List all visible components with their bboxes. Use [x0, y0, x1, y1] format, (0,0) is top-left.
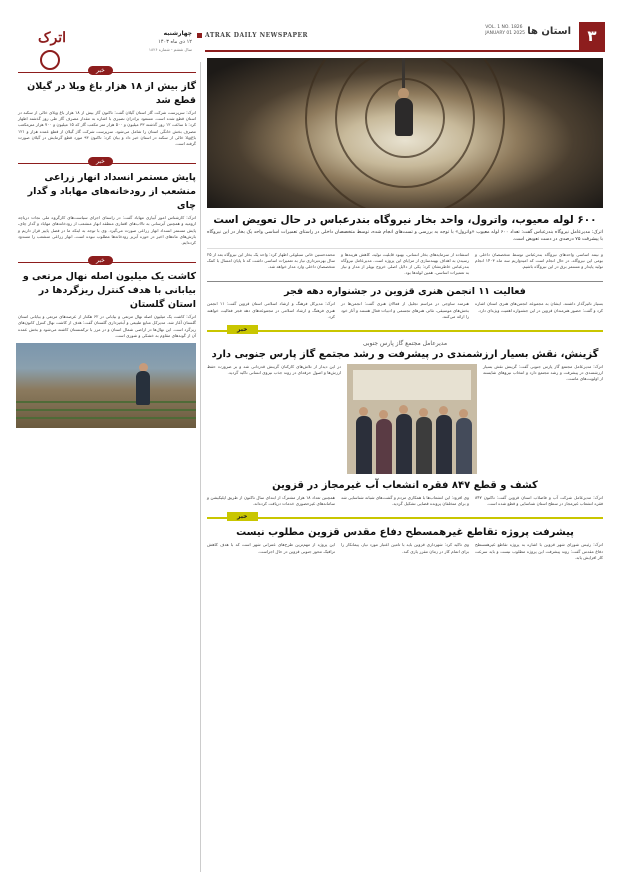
- text-column: همچنین تعداد ۱۸ هزار مشترک از ابتدای سال تاکنون از طریق اپلیکیشن و سامانه‌های غیرحضوری خدمات دریافت کرده‌اند.: [207, 495, 335, 507]
- news-bar-label: خبر: [227, 512, 258, 521]
- text-column: اترک: مدیرعامل شرکت آب و فاضلاب استان قزوین گفت: تاکنون ۸۴۷ فقره انشعاب غیرمجاز در سطح استان شناسایی و قطع شده است.: [475, 495, 603, 507]
- text-column: محمدحسین خانی سبلوغی اظهار کرد: واحد یک بخار این نیروگاه بعد از ۲۵ سال بهره‌برداری نیاز به تعمیرات اساسی داشت که تا پایان امسال با کمک متخصصان داخلی وارد مدار خواهد شد.: [207, 251, 335, 269]
- festival-columns: [207, 301, 603, 320]
- header-marker-icon: [197, 33, 202, 38]
- issue-number: سال ششم - شماره ۱۸۲۶: [148, 47, 192, 52]
- text-column: وی تاکید کرد: شهرداری قزوین باید با تامین اعتبار مورد نیاز، پیمانکار را برای اتمام کار در زمان مقرر یاری کند.: [341, 542, 469, 554]
- text-column: و نیمه اساسی واحدهای نیروگاه بندرعباس توسط متخصصان داخلی و بومی این نیروگاه، در حال انجام است که امیدواریم سه ماه ۱۴۰۳ انجام تولید پایدار و مستمر برق در این نیروگاه باشیم.: [475, 251, 603, 269]
- date-persian: ۱۲ دی ماه ۱۴۰۳: [158, 39, 192, 45]
- festival-headline[interactable]: فعالیت ۱۱ انجمن هنری قزوین در جشنواره دهه فجر: [284, 286, 526, 298]
- bridge-headline[interactable]: پیشرفت پروژه تقاطع غیرهمسطح دفاع مقدس قزوین مطلوب نیست: [236, 527, 574, 539]
- article-headline[interactable]: گاز بیش از ۱۸ هزار باغ ویلا در گیلان قطع شد: [27, 81, 196, 106]
- paper-name: ATRAK DAILY NEWSPAPER: [205, 32, 309, 39]
- news-badge-label: خبر: [88, 256, 113, 265]
- main-area: [207, 58, 603, 561]
- gas-subtitle: مدیرعامل مجتمع گاز پارس جنوبی: [362, 340, 448, 348]
- text-column: وی افزود: این انشعاب‌ها با همکاری مردم و گشت‌های شبانه شناسایی شد و برای متخلفان پرونده قضایی تشکیل گردید.: [341, 495, 469, 507]
- text-column: هنرمند ساوجی در مراسم تجلیل از فعالان هنری گفت: انجمن‌ها در بخش‌های موسیقی، تئاتر، هنرهای تجسمی و ادبیات فعال هستند و آثار خود را ارائه می‌کنند.: [341, 301, 469, 319]
- text-column: بسیار تاثیرگذار داشتند. ایشان به مجموعه انجمن‌های هنری استان اشاره کرد و گفت: حضور هنرمندان قزوین در این جشنواره اهمیت ویژه‌ای دارد.: [475, 301, 603, 313]
- news-badge: [18, 157, 196, 169]
- news-badge-label: خبر: [88, 66, 113, 75]
- news-badge-label: خبر: [88, 157, 113, 166]
- day-of-week: چهارشنبه: [163, 30, 192, 37]
- planting-photo: [16, 343, 196, 428]
- page-header: [205, 22, 605, 52]
- article-body: اترک: کارشناس امور آبیاری مهاباد گفت: در راستای اجرای سیاست‌های کارگروه ملی نجات دریاچه ارومیه و همچنین آبرسانی به تالاب‌های اقماری منطقه انهار منشعب از رودخانه‌های مهاباد و گدار چای، پایش مستمر انسداد انهار زراعی صورت می‌گیرد. وی با توجه به اینکه ما در فصل پاییز قرار داریم و بارش‌های ماه‌های اخیر در حوزه آبریز رودخانه‌ها مطلوب نبوده است، انهار زراعی منشعب را مسدود کرده‌ایم.: [18, 215, 196, 246]
- text-column: اترک: مدیرکل فرهنگ و ارشاد اسلامی استان قزوین گفت: ۱۱ انجمن هنری فرهنگ و ارشاد اسلامی در مجموعه‌های دهه فجر فعالیت خواهند کرد.: [207, 301, 335, 319]
- news-bar: [207, 325, 603, 337]
- text-column: در این دیدار از تلاش‌های کارکنان گزینش قدردانی شد و بر ضرورت حفظ ارزش‌ها و اصول حرفه‌ای در روند جذب نیروی انسانی تاکید گردید.: [207, 364, 341, 376]
- lead-headline[interactable]: ۶۰۰ لوله معیوب، واترول، واحد بخار نیروگاه بندرعباس در حال تعویض است: [213, 214, 597, 226]
- bridge-columns: [207, 542, 603, 561]
- gas-article: [207, 364, 603, 474]
- article-headline[interactable]: کاشت یک میلیون اصله نهال مرتعی و بیابانی با هدف کنترل ریزگردها در استان گلستان: [22, 271, 196, 311]
- lead-columns: [207, 252, 603, 277]
- logo-text: اترک: [38, 30, 67, 46]
- news-badge: [18, 66, 196, 78]
- page-number: ۳: [579, 22, 605, 50]
- article-body: اترک: سرپرست شرکت گاز استان گیلان گفت: تاکنون گاز بیش از ۱۸ هزار باغ ویلای خالی از سکنه در استان قطع شده است. مسعود برادران نصیری با اشاره به مقدار مصرف گاز طی روز گذشته اظهار کرد: تا ساعت ۱۲ روز گذشته ۳۳ میلیون و ۵۰۰ هزار متر مکعب گاز که ۱۵ میلیون و ۷۰۰ هزار مترمکعب مصرف بخش خانگی استان را شامل می‌شود. سرپرست شرکت گاز گیلان از قطع عمده هزار و ۱۲۱ باغ‌ویلا خالی از سکنه در استان خبر داد و بیان کرد: تاکنون ۹۳ مورد قطع گرمایش در گیلان صورت گرفته است.: [18, 110, 196, 147]
- article-headline[interactable]: پایش مستمر انسداد انهار زراعی منشعب از رودخانه‌های مهاباد و گدار چای: [27, 172, 196, 212]
- left-column: [18, 62, 201, 872]
- text-column: اترک: مدیرعامل مجتمع گاز پارس جنوبی گفت: گزینش نقش بسیار ارزشمندی در پیشرفت و رشد مجتمع دارد و انتخاب نیروهای شایسته از اولویت‌های ماست.: [483, 364, 603, 382]
- text-column: اترک: رئیس شورای شهر قزوین با اشاره به پروژه تقاطع غیرهمسطح دفاع مقدس گفت: روند پیشرفت این پروژه مطلوب نیست و باید سرعت کار افزایش یابد.: [475, 542, 603, 560]
- qazvin-headline[interactable]: کشف و قطع ۸۴۷ فقره انشعاب آب غیرمجاز در قزوین: [272, 480, 538, 492]
- section-title: استان ها: [527, 26, 571, 37]
- news-badge: [18, 256, 196, 268]
- text-column: این پروژه از مهم‌ترین طرح‌های عمرانی شهر است که با هدف کاهش ترافیک محور جنوبی قزوین در حال اجراست.: [207, 542, 335, 554]
- gas-headline[interactable]: گزینش، نقش بسیار ارزشمندی در پیشرفت و رشد مجتمع گاز پارس جنوبی دارد: [211, 349, 599, 361]
- text-column: استفاده از سرمایه‌های بخار انسانی، بهبود قابلیت تولید، کاهش هزینه‌ها و رسیدن به اهداف بهینه‌سازی از مزایای این پروژه است. مدیرعامل نیروگاه بندرعباس خاطرنشان کرد: یکی از دلایل اصلی خروج بویلر از مدار و نیاز به تعمیرات اساسی، همین لوله‌ها بود.: [341, 251, 469, 276]
- lead-paragraph: اترک: مدیرعامل نیروگاه بندرعباس گفت: تعداد ۶۰۰ لوله معیوب «واترول» با توجه به بررسی و تست‌های انجام شده، توسط متخصصان داخلی در راستای تعمیرات اساسی واحد یک بخار در این نیروگاه با پیشرفت ۷۵ درصدی در دست تعویض است.: [207, 228, 603, 249]
- issue-volume: VOL. 1 NO. 1826: [485, 25, 523, 30]
- section-divider: [207, 281, 603, 282]
- article-body: اترک: کاشت یک میلیون اصله نهال مرتعی و بیابانی در ۶۲ هکتار از عرصه‌های مرتعی و بیابانی استان گلستان آغاز شد. مدیرکل منابع طبیعی و آبخیزداری گلستان گفت: هدف از کاشت نهال کنترل کانون‌های ریزگرد است. این نهال‌ها در اراضی شمال استان و در مرز با ترکمنستان کاشته می‌شود و بخش عمده آن از گونه‌های مقاوم به خشکی و شوری است.: [18, 314, 196, 338]
- newspaper-logo: [20, 24, 82, 54]
- hero-photo: [207, 58, 603, 208]
- qazvin-columns: [207, 495, 603, 507]
- news-bar-label: خبر: [227, 325, 258, 334]
- issue-meta: [485, 25, 525, 37]
- group-photo: [347, 364, 477, 474]
- news-bar: [207, 512, 603, 524]
- issue-date-en: JANUARY 01 2025: [485, 31, 525, 36]
